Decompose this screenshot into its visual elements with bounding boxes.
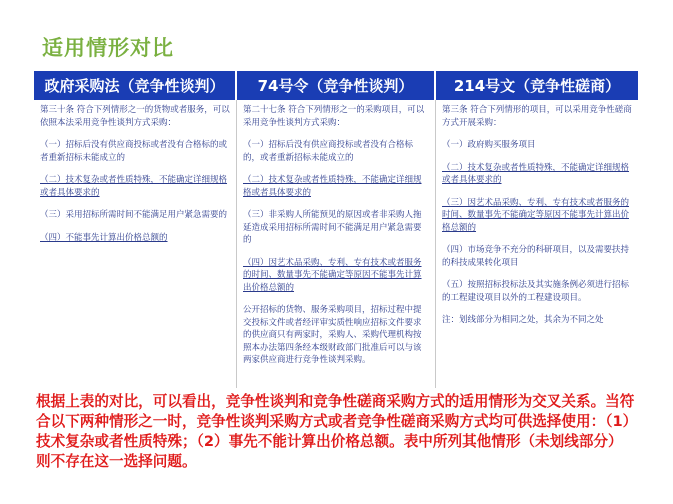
col2-item-5: 公开招标的货物、服务采购项目，招标过程中提交投标文件或者经评审实质性响应招标文件要求的供应商只有两家时，采购人、采购代理机构按照本办法第四条经本级财政部门批准后可以与该两家供应商进行竞争性谈判采购。 — [243, 305, 422, 365]
col1-item-2: （二）技术复杂或者性质特殊，不能确定详细规格或者具体要求的 — [40, 175, 228, 198]
header-order-74: 74号令（竞争性谈判） — [237, 71, 436, 100]
col1-item-1: （一）招标后没有供应商投标或者没有合格标的或者重新招标未能成立的 — [40, 140, 228, 163]
column-order-74 — [237, 100, 436, 388]
col3-note: 注：划线部分为相同之处，其余为不同之处 — [442, 315, 604, 325]
header-doc-214: 214号文（竞争性磋商） — [436, 71, 638, 100]
column-doc-214 — [436, 100, 638, 388]
col2-item-3: （三）非采购人所能预见的原因或者非采购人拖延造成采用招标所需时间不能满足用户紧急需要的 — [243, 210, 422, 245]
col3-item-2: （二）技术复杂或者性质特殊，不能确定详细规格或者具体要求的 — [442, 162, 630, 185]
col2-item-4: （四）因艺术品采购、专利、专有技术或者服务的时间、数量事先不能确定等原因不能事先计算出价格总额的 — [243, 257, 422, 293]
col1-item-3: （三）采用招标所需时间不能满足用户紧急需要的 — [40, 210, 228, 220]
conclusion-paragraph: 根据上表的对比，可以看出，竞争性谈判和竞争性磋商采购方式的适用情形为交叉关系。当符合以下两种情形之一时，竞争性谈判采购方式或者竞争性磋商采购方式均可供选择使用：（1）技术复杂或者性质特殊；（2）事先不能计算出价格总额。表中所列其他情形（未划线部分）则不存在这一选择问题。 — [36, 393, 635, 470]
slide-title: 适用情形对比 — [42, 36, 174, 60]
col3-item-1: （一）政府购买服务项目 — [442, 140, 536, 150]
comparison-table-body — [34, 100, 638, 388]
col3-item-5: （五）按照招标投标法及其实施条例必须进行招标的工程建设项目以外的工程建设项目。 — [442, 280, 630, 303]
table-header-row — [34, 71, 638, 100]
col1-intro: 第三十条 符合下列情形之一的货物或者服务，可以依照本法采用竞争性谈判方式采购： — [40, 105, 230, 128]
column-gov-procurement-law — [34, 100, 237, 388]
col1-item-4: （四）不能事先计算出价格总额的 — [40, 232, 168, 243]
col2-item-2: （二）技术复杂或者性质特殊，不能确定详细规格或者具体要求的 — [243, 175, 422, 198]
col3-intro: 第三条 符合下列情形的项目，可以采用竞争性磋商方式开展采购： — [442, 105, 632, 128]
col3-item-4: （四）市场竞争不充分的科研项目，以及需要扶持的科技成果转化项目 — [442, 245, 630, 268]
header-gov-procurement-law: 政府采购法（竞争性谈判） — [34, 71, 237, 100]
col2-item-1: （一）招标后没有供应商投标或者没有合格标的，或者重新招标未能成立的 — [243, 140, 414, 163]
col3-item-3: （三）因艺术品采购、专利、专有技术或者服务的时间、数量事先不能确定等原因不能事先计算出价格总额的 — [442, 197, 630, 233]
col2-intro: 第二十七条 符合下列情形之一的采购项目，可以采用竞争性谈判方式采购： — [243, 105, 425, 128]
